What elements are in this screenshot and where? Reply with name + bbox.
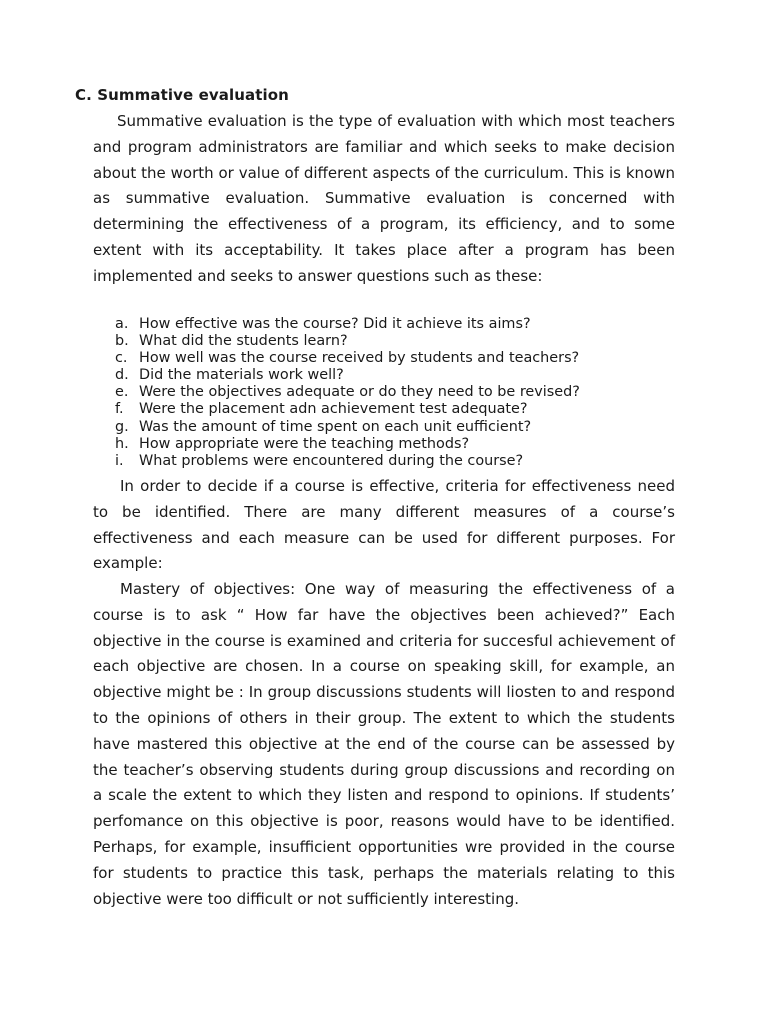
list-item-text: What problems were encountered during the course? <box>139 452 524 469</box>
list-marker: e. <box>115 384 129 401</box>
list-marker: d. <box>115 367 129 384</box>
list-item <box>115 316 580 333</box>
list-item-text: Was the amount of time spent on each unit eufficient? <box>139 418 532 435</box>
list-marker: i. <box>115 452 124 469</box>
list-marker: a. <box>115 316 129 332</box>
list-item <box>115 419 580 436</box>
list-item <box>115 367 580 384</box>
list-marker: g. <box>115 418 129 435</box>
list-item <box>115 333 580 350</box>
list-item-text: How appropriate were the teaching methods? <box>139 435 470 452</box>
list-marker: f. <box>115 401 124 418</box>
list-item <box>115 453 580 470</box>
criteria-paragraph: In order to decide if a course is effective, criteria for effectiveness need to be identified. There are many different measures of a course’s effectiveness and each measure can be used for different purposes. For example: <box>93 477 675 573</box>
list-marker: b. <box>115 333 129 350</box>
list-item-text: Were the objectives adequate or do they need to be revised? <box>139 384 580 401</box>
list-marker: c. <box>115 350 128 367</box>
mastery-paragraph: Mastery of objectives: One way of measuring the effectiveness of a course is to ask “ How far have the objectives been achieved?” Each objective in the course is examined and criteria for succesful achievement of each objective are chosen. In a course on speaking skill, for example, an objective might be : In group discussions students will liosten to and respond to the opinions of others in their group. The extent to which the students have mastered this objective at the end of the course can be assessed by the teacher’s observing students during group discussions and recording on a scale the extent to which they listen and respond to opinions. If students’ perfomance on this objective is poor, reasons would have to be identified. Perhaps, for example, insufficient opportunities wre provided in the course for students to practice this task, perhaps the materials relating to this objective were too difficult or not sufficiently interesting. <box>93 580 675 908</box>
list-item <box>115 401 580 418</box>
list-item-text: Were the placement adn achievement test adequate? <box>139 401 528 418</box>
section-heading: C. Summative evaluation <box>75 86 289 104</box>
list-item <box>115 436 580 453</box>
list-item <box>115 384 580 401</box>
list-item-text: What did the students learn? <box>139 333 348 350</box>
intro-paragraph: Summative evaluation is the type of evaluation with which most teachers and program administrators are familiar and which seeks to make decision about the worth or value of different aspects of the curriculum. This is known as summative evaluation. Summative evaluation is concerned with determining the effectiveness of a program, its efficiency, and to some extent with its acceptability. It takes place after a program has been implemented and seeks to answer questions such as these: <box>93 112 675 285</box>
list-item-text: Did the materials work well? <box>139 367 344 384</box>
list-item-text: How well was the course received by students and teachers? <box>139 350 580 367</box>
list-item <box>115 350 580 367</box>
questions-list <box>115 316 580 470</box>
list-item-text: How effective was the course? Did it achieve its aims? <box>139 316 531 332</box>
list-marker: h. <box>115 435 129 452</box>
